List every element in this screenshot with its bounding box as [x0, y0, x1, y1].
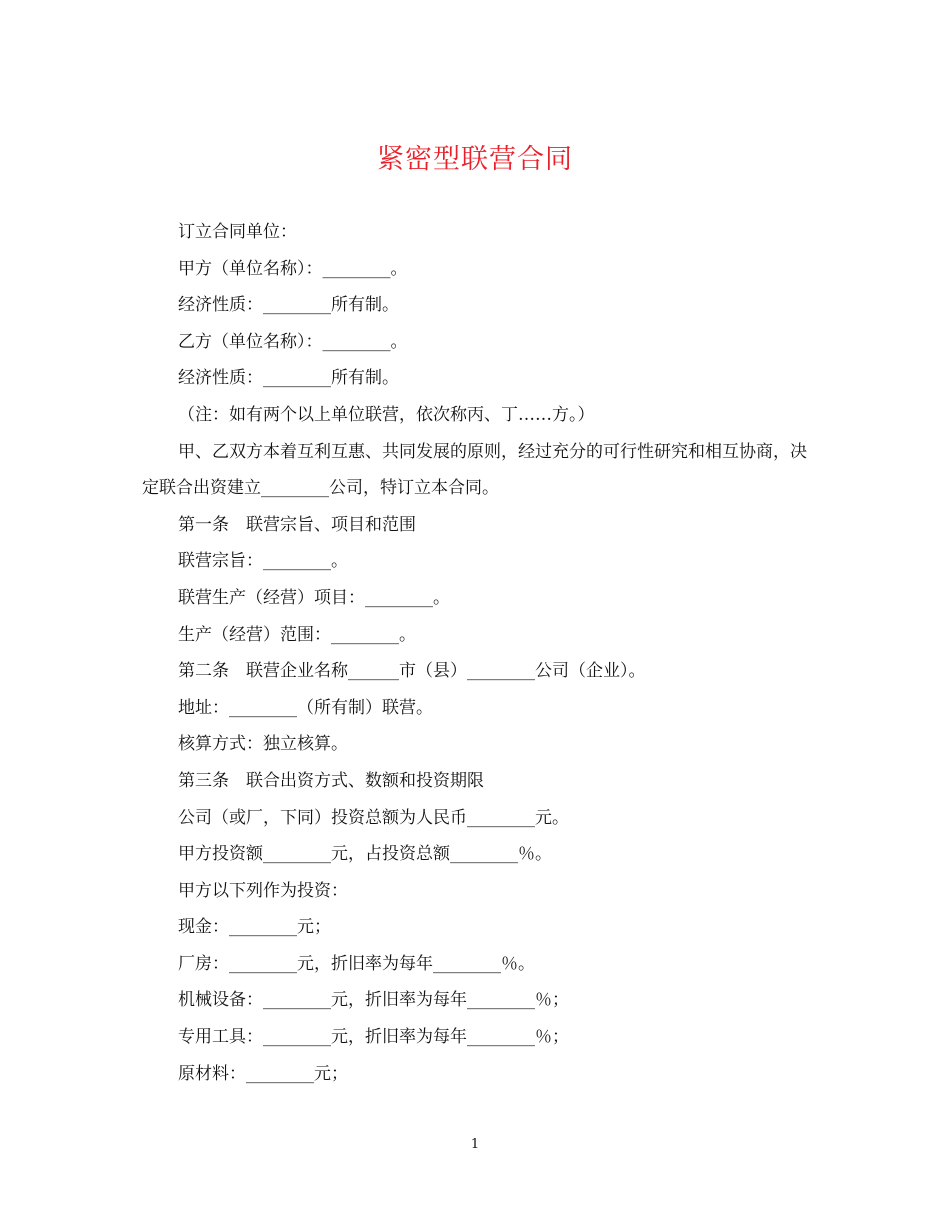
document-title: 紧密型联营合同 [377, 144, 573, 175]
paragraph-17: 甲方投资额________元，占投资总额________％。 [178, 844, 552, 865]
paragraph-12: 第二条 联营企业名称______市（县）________公司（企业）。 [178, 661, 646, 682]
paragraph-18: 甲方以下列作为投资： [178, 880, 348, 901]
paragraph-1: 订立合同单位： [178, 222, 297, 242]
paragraph-2: 甲方（单位名称）：________。 [178, 258, 408, 279]
paragraph-22: 专用工具：________元，折旧率为每年________％； [178, 1027, 569, 1048]
paragraph-8: 第一条 联营宗旨、项目和范围 [178, 514, 416, 535]
paragraph-6: （注：如有两个以上单位联营，依次称丙、丁……方。） [178, 404, 595, 425]
paragraph-21: 机械设备：________元，折旧率为每年________％； [178, 990, 569, 1011]
paragraph-4: 乙方（单位名称）：________。 [178, 331, 408, 352]
paragraph-23: 原材料：________元； [178, 1063, 348, 1084]
paragraph-20: 厂房：________元，折旧率为每年________％。 [178, 953, 535, 974]
document-body [142, 214, 807, 1092]
page-number: 1 [470, 1137, 480, 1152]
paragraph-10: 联营生产（经营）项目：________。 [178, 587, 450, 608]
paragraph-15: 第三条 联合出资方式、数额和投资期限 [178, 770, 484, 791]
paragraph-9: 联营宗旨：________。 [178, 551, 348, 572]
paragraph-19: 现金：________元； [178, 917, 331, 938]
paragraph-16: 公司（或厂，下同）投资总额为人民币________元。 [178, 807, 569, 828]
paragraph-11: 生产（经营）范围：________。 [178, 624, 416, 645]
paragraph-5: 经济性质：________所有制。 [178, 368, 399, 389]
paragraph-13: 地址：________（所有制）联营。 [178, 697, 433, 718]
paragraph-3: 经济性质：________所有制。 [178, 295, 399, 316]
paragraph-7: 甲、乙双方本着互利互惠、共同发展的原则，经过充分的可行性研究和相互协商，决定联合出资建立________公司，特订立本合同。 [142, 441, 807, 499]
paragraph-14: 核算方式：独立核算。 [178, 734, 348, 755]
